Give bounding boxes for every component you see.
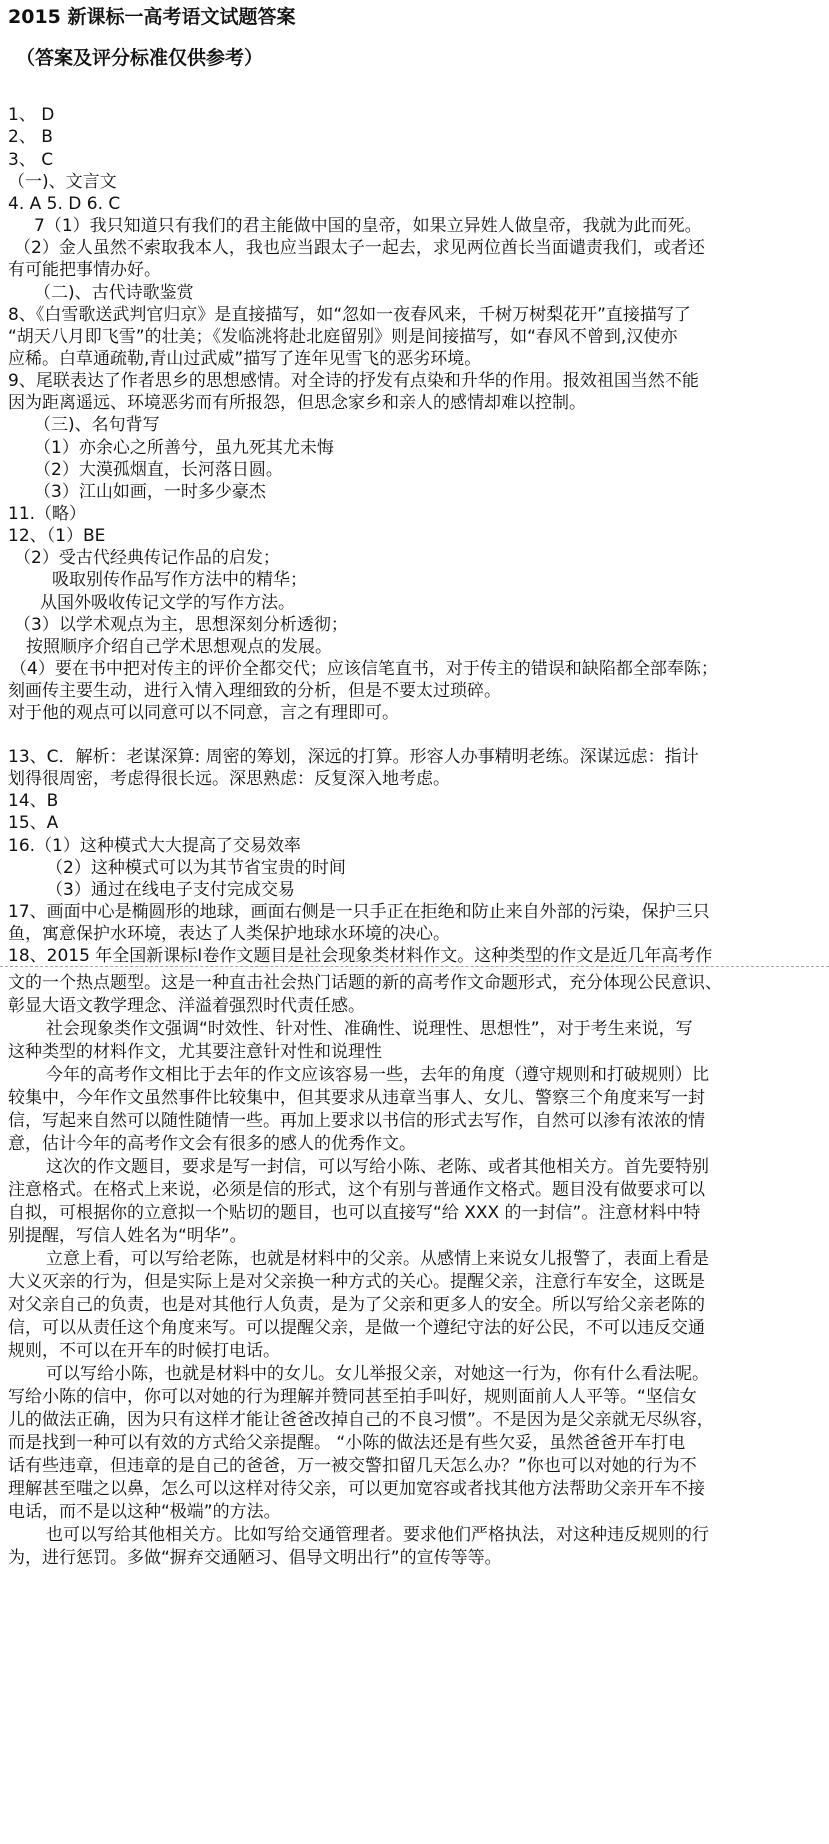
- answer-line: 12、（1）BE: [8, 526, 106, 546]
- answer-line: 鱼，寓意保护水环境，表达了人类保护地球水环境的决心。: [8, 924, 450, 944]
- answer-line: （2）金人虽然不索取我本人，我也应当跟太子一起去，求见两位酋长当面谴责我们，或者还: [14, 238, 705, 258]
- essay-line: 儿的做法正确，因为只有这样才能让爸爸改掉自己的不良习惯”。不是因为是父亲就无尽纵容，: [8, 1410, 714, 1430]
- essay-line: 大义灭亲的行为，但是实际上是对父亲换一种方式的关心。提醒父亲，注意行车安全，这既是: [8, 1272, 705, 1292]
- answer-line: 吸取别传作品写作方法中的精华；: [52, 570, 307, 590]
- answer-line: 16.（1）这种模式大大提高了交易效率: [8, 836, 301, 856]
- answer-line: 18、2015 年全国新课标Ⅰ卷作文题目是社会现象类材料作文。这种类型的作文是近几年高考作: [8, 946, 713, 966]
- essay-line: 为，进行惩罚。多做“摒弃交通陋习、倡导文明出行”的宣传等等。: [8, 1548, 502, 1568]
- essay-line: 信，写起来自然可以随性随情一些。再加上要求以书信的形式去写作，自然可以渗有浓浓的情: [8, 1111, 705, 1131]
- page-subtitle: （答案及评分标准仅供参考）: [16, 47, 264, 69]
- essay-line: 写给小陈的信中，你可以对她的行为理解并赞同甚至拍手叫好，规则面前人人平等。“坚信女: [8, 1387, 697, 1407]
- answer-line: （2）受古代经典传记作品的启发；: [14, 548, 280, 568]
- answer-line: （4）要在书中把对传主的评价全都交代；应该信笔直书，对于传主的错误和缺陷都全部奉陈；: [10, 659, 718, 679]
- answer-line: （2）这种模式可以为其节省宝贵的时间: [46, 858, 346, 878]
- section-heading: （一)、文言文: [8, 172, 117, 192]
- answer-line: 对于他的观点可以同意可以不同意，言之有理即可。: [8, 703, 399, 723]
- essay-line: 话有些违章，但违章的是自己的爸爸，万一被交警扣留几天怎么办？”你也可以对她的行为不: [8, 1456, 697, 1476]
- essay-line: 理解甚至嗤之以鼻，怎么可以这样对待父亲，可以更加宽容或者找其他方法帮助父亲开车不接: [8, 1479, 705, 1499]
- essay-line: 电话，而不是以这种“极端”的方法。: [8, 1502, 281, 1522]
- answer-line: 因为距离遥远、环境恶劣而有所报怨，但思念家乡和亲人的感情却难以控制。: [8, 393, 586, 413]
- essay-line: 社会现象类作文强调“时效性、针对性、准确性、说理性、思想性”，对于考生来说，写: [46, 1019, 693, 1039]
- section-heading: （三)、名句背写: [34, 415, 160, 435]
- answer-line: 14、B: [8, 791, 59, 811]
- answer-line: 1、 D: [8, 105, 55, 125]
- answer-line: 4. A 5. D 6. C: [8, 194, 121, 214]
- essay-line: 彰显大语文教学理念、洋溢着强烈时代责任感。: [8, 996, 365, 1016]
- essay-line: 对父亲自己的负责，也是对其他行人负责，是为了父亲和更多人的安全。所以写给父亲老陈的: [8, 1295, 705, 1315]
- essay-line: 信，可以从责任这个角度来写。可以提醒父亲，是做一个遵纪守法的好公民，不可以违反交通: [8, 1318, 705, 1338]
- essay-line: 较集中，今年作文虽然事件比较集中，但其要求从违章当事人、女儿、警察三个角度来写一封: [8, 1088, 705, 1108]
- answer-line: 13、C．解析：老谋深算: 周密的筹划，深远的打算。形容人办事精明老练。深谋远虑：指计: [8, 747, 699, 767]
- essay-line: 自拟，可根据你的立意拟一个贴切的题目，也可以直接写“给 XXX 的一封信”。注意材料中特: [8, 1203, 701, 1223]
- answer-line: 划得很周密，考虑得很长远。深思熟虑：反复深入地考虑。: [8, 769, 450, 789]
- answer-line: 应稀。白草通疏勒,青山过武威”描写了连年见雪飞的恶劣环境。: [8, 349, 482, 369]
- essay-line: 这次的作文题目，要求是写一封信，可以写给小陈、老陈、或者其他相关方。首先要特别: [46, 1157, 709, 1177]
- answer-line: （3）以学术观点为主，思想深刻分析透彻；: [14, 615, 348, 635]
- answer-line: （3）通过在线电子支付完成交易: [46, 880, 295, 900]
- answer-line: 3、 C: [8, 150, 54, 170]
- answer-line: 7（1）我只知道只有我们的君主能做中国的皇帝，如果立异姓人做皇帝，我就为此而死。: [34, 216, 702, 236]
- essay-line: 可以写给小陈，也就是材料中的女儿。女儿举报父亲，对她这一行为，你有什么看法呢。: [46, 1364, 709, 1384]
- essay-line: 文的一个热点题型。这是一种直击社会热门话题的新的高考作文命题形式，充分体现公民意识、: [8, 973, 722, 993]
- essay-line: 规则，不可以在开车的时候打电话。: [8, 1341, 280, 1361]
- answer-line: 从国外吸收传记文学的写作方法。: [40, 593, 295, 613]
- section-heading: （二)、古代诗歌鉴赏: [34, 283, 194, 303]
- answer-line: 刻画传主要生动，进行入情入理细致的分析，但是不要太过琐碎。: [8, 681, 501, 701]
- essay-line: 别提醒，写信人姓名为“明华”。: [8, 1226, 247, 1246]
- essay-line: 这种类型的材料作文，尤其要注意针对性和说理性: [8, 1042, 382, 1062]
- answer-line: （2）大漠孤烟直，长河落日圆。: [34, 460, 283, 480]
- answer-line: 9、尾联表达了作者思乡的思想感情。对全诗的抒发有点染和升华的作用。报效祖国当然不能: [8, 371, 699, 391]
- answer-line: （1）亦余心之所善兮，虽九死其尤未悔: [34, 438, 334, 458]
- answer-line: 15、A: [8, 813, 59, 833]
- answer-line: 按照顺序介绍自己学术思想观点的发展。: [26, 637, 332, 657]
- essay-line: 也可以写给其他相关方。比如写给交通管理者。要求他们严格执法，对这种违反规则的行: [46, 1525, 709, 1545]
- essay-line: 今年的高考作文相比于去年的作文应该容易一些，去年的角度（遵守规则和打破规则）比: [46, 1065, 709, 1085]
- answer-line: （3）江山如画，一时多少豪杰: [34, 482, 266, 502]
- essay-line: 而是找到一种可以有效的方式给父亲提醒。 “小陈的做法还是有些欠妥，虽然爸爸开车打电: [8, 1433, 686, 1453]
- essay-line: 意，估计今年的高考作文会有很多的感人的优秀作文。: [8, 1134, 416, 1154]
- answer-line: 有可能把事情办好。: [8, 260, 161, 280]
- answer-line: “胡天八月即飞雪”的壮美；《发临洮将赴北庭留别》则是间接描写，如“春风不曾到,汉使亦: [8, 327, 678, 347]
- essay-line: 注意格式。在格式上来说，必须是信的形式，这个有别与普通作文格式。题目没有做要求可以: [8, 1180, 705, 1200]
- answer-line: 11.（略）: [8, 504, 87, 524]
- essay-line: 立意上看，可以写给老陈，也就是材料中的父亲。从感情上来说女儿报警了，表面上看是: [46, 1249, 709, 1269]
- answer-line: 17、画面中心是椭圆形的地球，画面右侧是一只手正在拒绝和防止来自外部的污染，保护三只: [8, 902, 710, 922]
- answer-line: 2、 B: [8, 127, 53, 147]
- answer-line: 8、《白雪歌送武判官归京》是直接描写，如“忽如一夜春风来，千树万树梨花开”直接描写了: [8, 305, 691, 325]
- page-title: 2015 新课标一高考语文试题答案: [8, 6, 296, 28]
- page-break-divider: [0, 966, 829, 967]
